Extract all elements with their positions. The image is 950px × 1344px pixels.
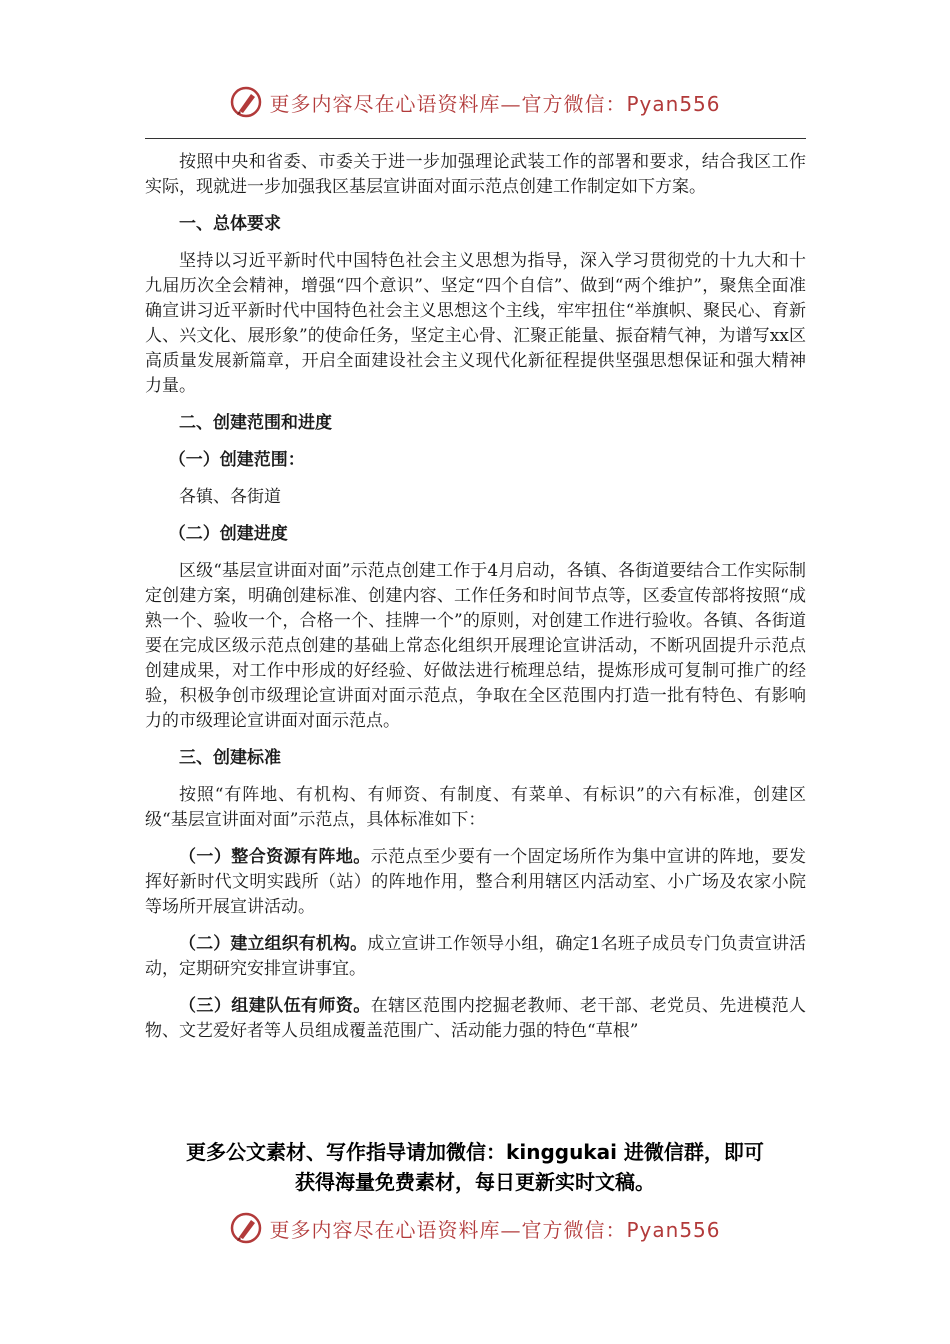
- section-1-heading: 一、总体要求: [179, 214, 281, 234]
- intro-paragraph: 按照中央和省委、市委关于进一步加强理论武装工作的部署和要求，结合我区工作实际，现就进一步加强我区基层宣讲面对面示范点创建工作制定如下方案。: [145, 152, 806, 197]
- banner-wechat-id: Pyan556: [626, 91, 721, 116]
- standard-item-body: 示范点至少要有一个固定场所作为集中宣讲的阵地，要发挥好新时代文明实践所（站）的阵地作用，整合利用辖区内活动室、小广场及农家小院等场所开展宣讲活动。: [145, 847, 807, 917]
- header-divider: [145, 138, 806, 139]
- section-3-heading: 三、创建标准: [179, 748, 281, 768]
- standard-item: [145, 994, 806, 1044]
- standard-item: [145, 845, 806, 920]
- standard-item-lead: （三）组建队伍有师资。: [179, 996, 371, 1016]
- section-1-paragraph: 坚持以习近平新时代中国特色社会主义思想为指导，深入学习贯彻党的十九大和十九届历次全会精神，增强“四个意识”、坚定“四个自信”、做到“两个维护”，聚焦全面准确宣讲习近平新时代中国特色社会主义思想这个主线，牢牢扭住“举旗帜、聚民心、育新人、兴文化、展形象”的使命任务，坚定主心骨、汇聚正能量、振奋精气神，为谱写xx区高质量发展新篇章，开启全面建设社会主义现代化新征程提供坚强思想保证和强大精神力量。: [145, 251, 806, 396]
- header-banner: [0, 80, 950, 124]
- promo-line-2: 获得海量免费素材，每日更新实时文稿。: [295, 1170, 655, 1194]
- pen-logo-icon: [229, 85, 263, 119]
- banner-wechat-id: Pyan556: [626, 1217, 721, 1242]
- section-2-heading: 二、创建范围和进度: [179, 413, 332, 433]
- promo-line-1: 更多公文素材、写作指导请加微信：kinggukai 进微信群，即可: [186, 1140, 764, 1164]
- footer-banner: [0, 1206, 950, 1250]
- standard-item-body: 成立宣讲工作领导小组，确定1名班子成员专门负责宣讲活动，定期研究安排宣讲事宜。: [145, 934, 806, 979]
- standard-item-lead: （二）建立组织有机构。: [179, 934, 368, 954]
- banner-text: 更多内容尽在心语资料库—官方微信：Pyan556: [269, 1217, 721, 1242]
- standard-item-lead: （一）整合资源有阵地。: [179, 847, 371, 867]
- banner-text: 更多内容尽在心语资料库—官方微信：Pyan556: [269, 91, 721, 116]
- scope-paragraph: 各镇、各街道: [179, 487, 281, 507]
- document-body: [145, 150, 806, 1056]
- pen-logo-icon: [229, 1211, 263, 1245]
- progress-subheading: （二）创建进度: [168, 524, 288, 544]
- progress-paragraph: 区级“基层宣讲面对面”示范点创建工作于4月启动，各镇、各街道要结合工作实际制定创建方案，明确创建标准、创建内容、工作任务和时间节点等，区委宣传部将按照“成熟一个、验收一个，合格一个、挂牌一个”的原则，对创建工作进行验收。各镇、各街道要在完成区级示范点创建的基础上常态化组织开展理论宣讲活动，不断巩固提升示范点创建成果，对工作中形成的好经验、好做法进行梳理总结，提炼形成可复制可推广的经验，积极争创市级理论宣讲面对面示范点，争取在全区范围内打造一批有特色、有影响力的市级理论宣讲面对面示范点。: [145, 561, 806, 731]
- scope-subheading: （一）创建范围：: [168, 450, 305, 470]
- standard-item-body: 在辖区范围内挖掘老教师、老干部、老党员、先进模范人物、文艺爱好者等人员组成覆盖范围广、活动能力强的特色“草根”: [145, 996, 807, 1041]
- promo-notice: [0, 1137, 950, 1197]
- standard-item: [145, 932, 806, 982]
- section-3-intro: 按照“有阵地、有机构、有师资、有制度、有菜单、有标识”的六有标准，创建区级“基层宣讲面对面”示范点，具体标准如下：: [145, 785, 806, 830]
